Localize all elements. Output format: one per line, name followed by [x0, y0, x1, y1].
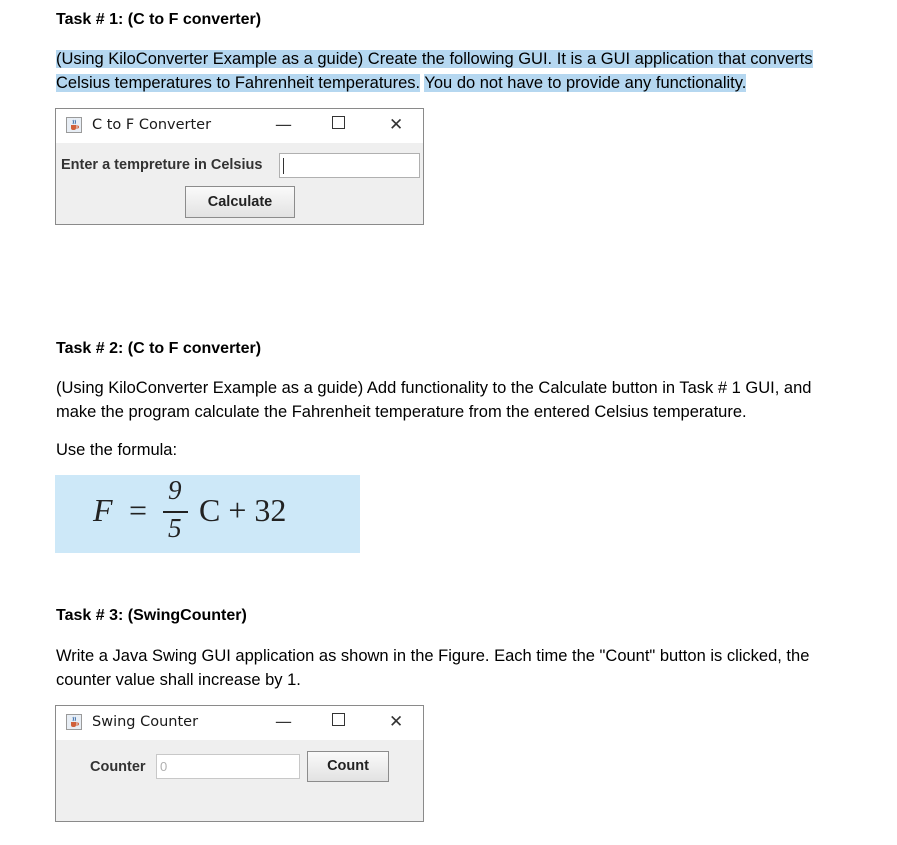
window-title: Swing Counter [92, 714, 199, 730]
maximize-icon[interactable] [332, 713, 345, 726]
task3-heading: Task # 3: (SwingCounter) [56, 607, 247, 624]
calculate-button[interactable]: Calculate [185, 186, 295, 218]
minimize-icon[interactable]: — [275, 712, 292, 732]
formula-denominator: 5 [168, 513, 182, 543]
task2-heading: Task # 2: (C to F converter) [56, 340, 262, 357]
celsius-label: Enter a tempreture in Celsius [61, 157, 263, 173]
task1-paragraph-line1-text: (Using KiloConverter Example as a guide) Create the following GUI. It is a GUI application that converts [56, 50, 813, 68]
swing-counter-window [55, 705, 424, 822]
window-titlebar[interactable] [56, 109, 423, 143]
task2-paragraph-line1: (Using KiloConverter Example as a guide) Add functionality to the Calculate button in Task # 1 GUI, and [56, 379, 812, 397]
formula-numerator: 9 [168, 475, 182, 505]
formula-intro: Use the formula: [56, 441, 178, 459]
task1-heading: Task # 1: (C to F converter) [56, 11, 262, 28]
formula-image [55, 475, 360, 553]
task3-paragraph-line2: counter value shall increase by 1. [56, 671, 301, 689]
task3-paragraph-line1: Write a Java Swing GUI application as shown in the Figure. Each time the "Count" button is clicked, the [56, 647, 810, 665]
formula-lhs: F [93, 492, 113, 528]
c-to-f-converter-window [55, 108, 424, 225]
task2-paragraph-line2: make the program calculate the Fahrenheit temperature from the entered Celsius temperature. [56, 403, 747, 421]
task1-paragraph-line2a: Celsius temperatures to Fahrenheit temperatures. [56, 74, 421, 92]
counter-value: 0 [160, 759, 168, 774]
java-cup-icon [66, 714, 82, 730]
minimize-icon[interactable]: — [275, 115, 292, 135]
maximize-icon[interactable] [332, 116, 345, 129]
text-caret [283, 158, 284, 174]
formula-equals: = [129, 492, 148, 528]
formula-rhs: C + 32 [199, 492, 287, 528]
task1-paragraph-line2b: You do not have to provide any functionality. [424, 74, 747, 92]
window-titlebar[interactable] [56, 706, 423, 740]
task1-paragraph-line2 [56, 71, 746, 95]
counter-field [156, 754, 300, 779]
close-icon[interactable]: ✕ [389, 712, 404, 732]
task1-paragraph-line1 [56, 47, 813, 71]
close-icon[interactable]: ✕ [389, 115, 404, 135]
counter-label: Counter [90, 759, 146, 775]
count-button[interactable]: Count [307, 751, 389, 782]
celsius-input[interactable] [279, 153, 420, 178]
java-cup-icon [66, 117, 82, 133]
window-title: C to F Converter [92, 117, 212, 133]
